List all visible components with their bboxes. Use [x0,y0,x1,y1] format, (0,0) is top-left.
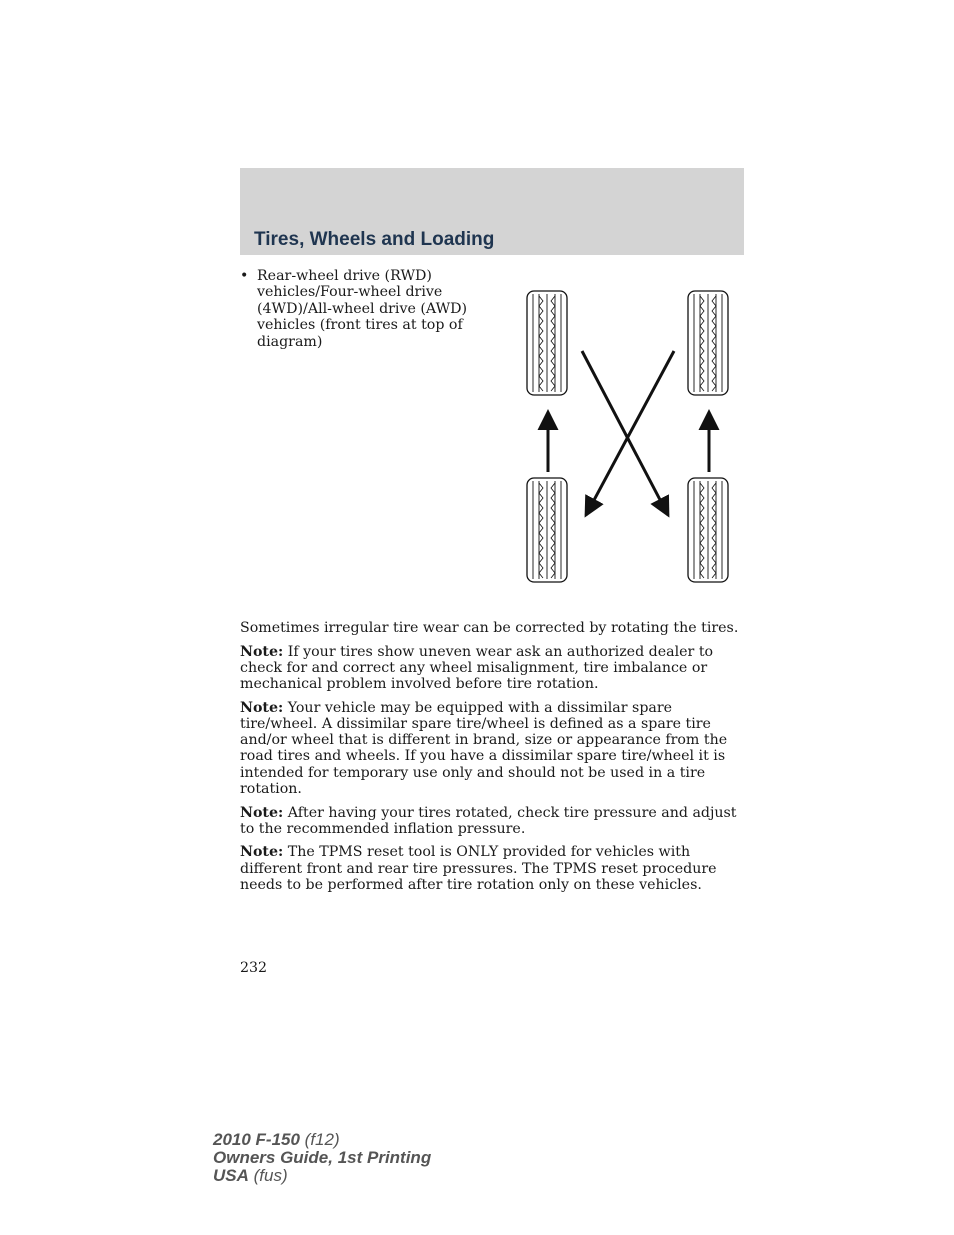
page-number: 232 [240,960,268,976]
paragraph [240,620,745,636]
footer-model: 2010 F-150 [213,1130,300,1149]
note-paragraph [240,644,745,693]
document-footer [213,1131,431,1185]
rear-right-tire [688,478,728,582]
footer-model-code: (f12) [299,1130,340,1149]
tire-rotation-diagram [520,285,735,590]
front-right-tire [688,291,728,395]
note-text: Your vehicle may be equipped with a dissimilar spare tire/wheel. A dissimilar spare tire/wheel is defined as a spare tire and/or wheel that is different in brand, size or appearance from the road tires and wheels. If you have a dissimilar spare tire/wheel it is intended for temporary use only and should not be used in a tire rotation. [240,699,728,797]
rear-left-tire [527,478,567,582]
bullet-marker: • [240,268,249,284]
note-text: After having your tires rotated, check tire pressure and adjust to the recommended inflation pressure. [240,804,737,837]
note-label: Note: [240,643,284,660]
body-text [240,620,745,901]
note-text: If your tires show uneven wear ask an authorized dealer to check for and correct any wheel misalignment, tire imbalance or mechanical problem involved before tire rotation. [240,643,714,693]
front-right-to-rear-left-arrow [586,351,674,515]
note-text: The TPMS reset tool is ONLY provided for vehicles with different front and rear tire pressures. The TPMS reset procedure needs to be performed after tire rotation only on these vehicles. [240,844,717,893]
bullet-item [240,268,480,350]
note-label: Note: [240,844,284,861]
note-paragraph [240,844,745,893]
note-paragraph [240,700,745,797]
footer-region-code: (fus) [248,1166,288,1185]
front-left-tire [527,291,567,395]
footer-line-model [213,1131,431,1149]
section-title: Tires, Wheels and Loading [254,229,495,250]
bullet-text: Rear-wheel drive (RWD) vehicles/Four-wheel drive (4WD)/All-wheel drive (AWD) vehicles (front tires at top of diagram) [257,268,468,350]
footer-line-region [213,1167,431,1185]
footer-guide: Owners Guide, 1st Printing [213,1148,432,1167]
note-label: Note: [240,699,284,716]
footer-line-guide [213,1149,431,1167]
front-left-to-rear-right-arrow [582,351,668,515]
footer-region: USA [213,1166,249,1185]
note-label: Note: [240,804,284,821]
section-header-band [240,168,744,255]
note-paragraph [240,805,745,837]
paragraph-text: Sometimes irregular tire wear can be corrected by rotating the tires. [240,620,739,636]
